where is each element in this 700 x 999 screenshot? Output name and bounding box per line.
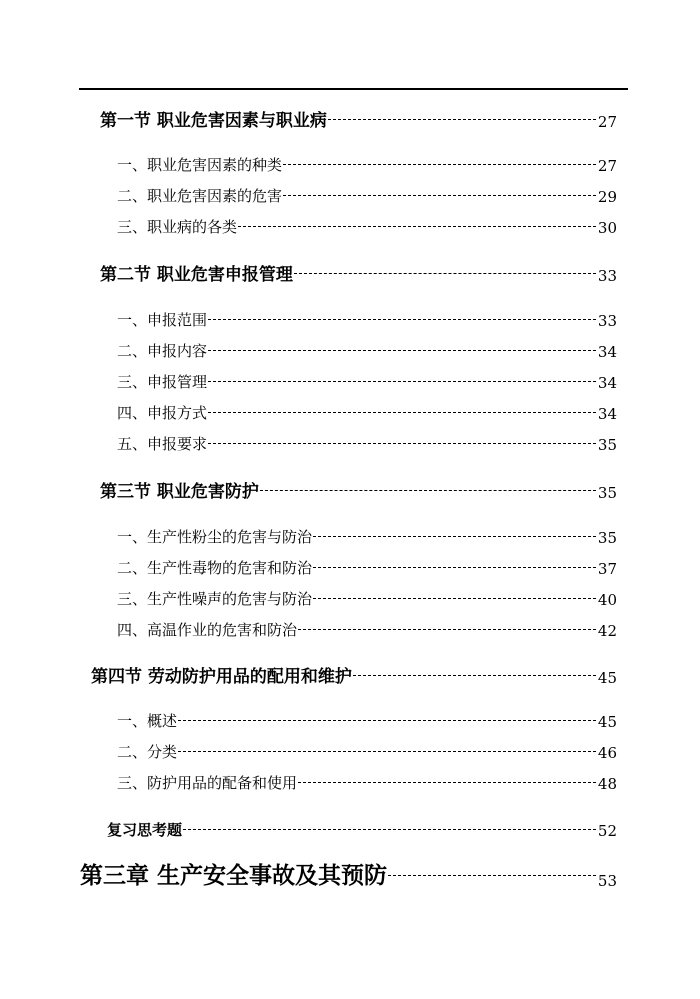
toc-leader: [178, 751, 596, 752]
toc-item[interactable]: [117, 370, 617, 392]
toc-section-2[interactable]: [100, 261, 617, 285]
toc-leader: [353, 675, 596, 676]
toc-page-number: 33: [597, 267, 617, 285]
toc-page-number: 46: [597, 744, 617, 762]
toc-leader: [238, 226, 596, 227]
toc-item-title: 复习思考题: [107, 821, 183, 839]
toc-section-1[interactable]: [100, 107, 617, 131]
toc-leader: [313, 567, 596, 568]
toc-item-title: 三、申报管理: [117, 373, 208, 391]
toc-item[interactable]: [117, 184, 617, 206]
toc-item[interactable]: [117, 740, 617, 762]
toc-item-title: 三、职业病的各类: [117, 218, 238, 236]
toc-item-title: 二、生产性毒物的危害和防治: [117, 559, 313, 577]
toc-leader: [298, 782, 596, 783]
toc-page-number: 34: [597, 374, 617, 392]
toc-item[interactable]: [117, 153, 617, 175]
toc-item-title: 三、生产性噪声的危害与防治: [117, 590, 313, 608]
toc-leader: [313, 598, 596, 599]
toc-page-number: 52: [597, 822, 617, 840]
toc-leader: [388, 875, 596, 876]
toc-item-title: 三、防护用品的配备和使用: [117, 774, 298, 792]
toc-leader: [294, 273, 596, 274]
toc-leader: [313, 536, 596, 537]
toc-page-number: 42: [597, 622, 617, 640]
toc-item[interactable]: [117, 401, 617, 423]
toc-section-title: 第一节 职业危害因素与职业病: [100, 111, 327, 131]
toc-leader: [283, 195, 596, 196]
toc-leader: [208, 350, 596, 351]
toc-leader: [208, 443, 596, 444]
toc-section-3[interactable]: [100, 478, 617, 502]
toc-section-title: 第二节 职业危害申报管理: [100, 265, 293, 285]
toc-leader: [260, 490, 596, 491]
toc-item[interactable]: [117, 709, 617, 731]
toc-item-title: 一、申报范围: [117, 311, 208, 329]
toc-item-title: 二、职业危害因素的危害: [117, 187, 283, 205]
toc-page-number: 40: [597, 591, 617, 609]
toc-page-number: 45: [597, 713, 617, 731]
toc-page-number: 48: [597, 775, 617, 793]
toc-section-title: 第三节 职业危害防护: [100, 482, 259, 502]
toc-section-title: 第四节 劳动防护用品的配用和维护: [91, 667, 352, 687]
toc-item-title: 四、高温作业的危害和防治: [117, 621, 298, 639]
toc-item[interactable]: [117, 587, 617, 609]
toc-item-title: 一、职业危害因素的种类: [117, 156, 283, 174]
toc-item-title: 四、申报方式: [117, 404, 208, 422]
toc-item[interactable]: [117, 556, 617, 578]
toc-page-number: 35: [597, 529, 617, 547]
toc-item[interactable]: [117, 308, 617, 330]
toc-chapter-title: 第三章 生产安全事故及其预防: [80, 862, 388, 889]
toc-page-number: 29: [597, 188, 617, 206]
toc-leader: [283, 164, 596, 165]
toc-page-number: 37: [597, 560, 617, 578]
toc-page-number: 53: [597, 872, 617, 890]
toc-leader: [208, 381, 596, 382]
toc-page-number: 45: [597, 669, 617, 687]
toc-leader: [183, 829, 596, 830]
toc-page-number: 35: [597, 484, 617, 502]
toc-leader: [208, 412, 596, 413]
toc-page-number: 27: [597, 113, 617, 131]
toc-leader: [178, 720, 596, 721]
toc-leader: [328, 119, 596, 120]
toc-page-number: 33: [597, 312, 617, 330]
toc-page-number: 35: [597, 436, 617, 454]
toc-leader: [298, 629, 596, 630]
toc-item[interactable]: [117, 525, 617, 547]
toc-item-title: 二、申报内容: [117, 342, 208, 360]
toc-item[interactable]: [117, 215, 617, 237]
toc-chapter-3[interactable]: [80, 860, 617, 890]
toc-item-title: 一、生产性粉尘的危害与防治: [117, 528, 313, 546]
toc-page-number: 27: [597, 157, 617, 175]
toc-item-title: 五、申报要求: [117, 435, 208, 453]
toc-item-title: 一、概述: [117, 712, 178, 730]
toc-item[interactable]: [117, 618, 617, 640]
toc-item[interactable]: [117, 432, 617, 454]
toc-page-number: 34: [597, 343, 617, 361]
toc-page-number: 34: [597, 405, 617, 423]
toc-section-4[interactable]: [91, 663, 617, 687]
toc-page-number: 30: [597, 219, 617, 237]
toc-leader: [208, 319, 596, 320]
top-rule: [79, 88, 628, 90]
toc-item-title: 二、分类: [117, 743, 178, 761]
toc-item[interactable]: [117, 339, 617, 361]
toc-item[interactable]: [117, 771, 617, 793]
toc-review-questions[interactable]: [107, 818, 617, 840]
